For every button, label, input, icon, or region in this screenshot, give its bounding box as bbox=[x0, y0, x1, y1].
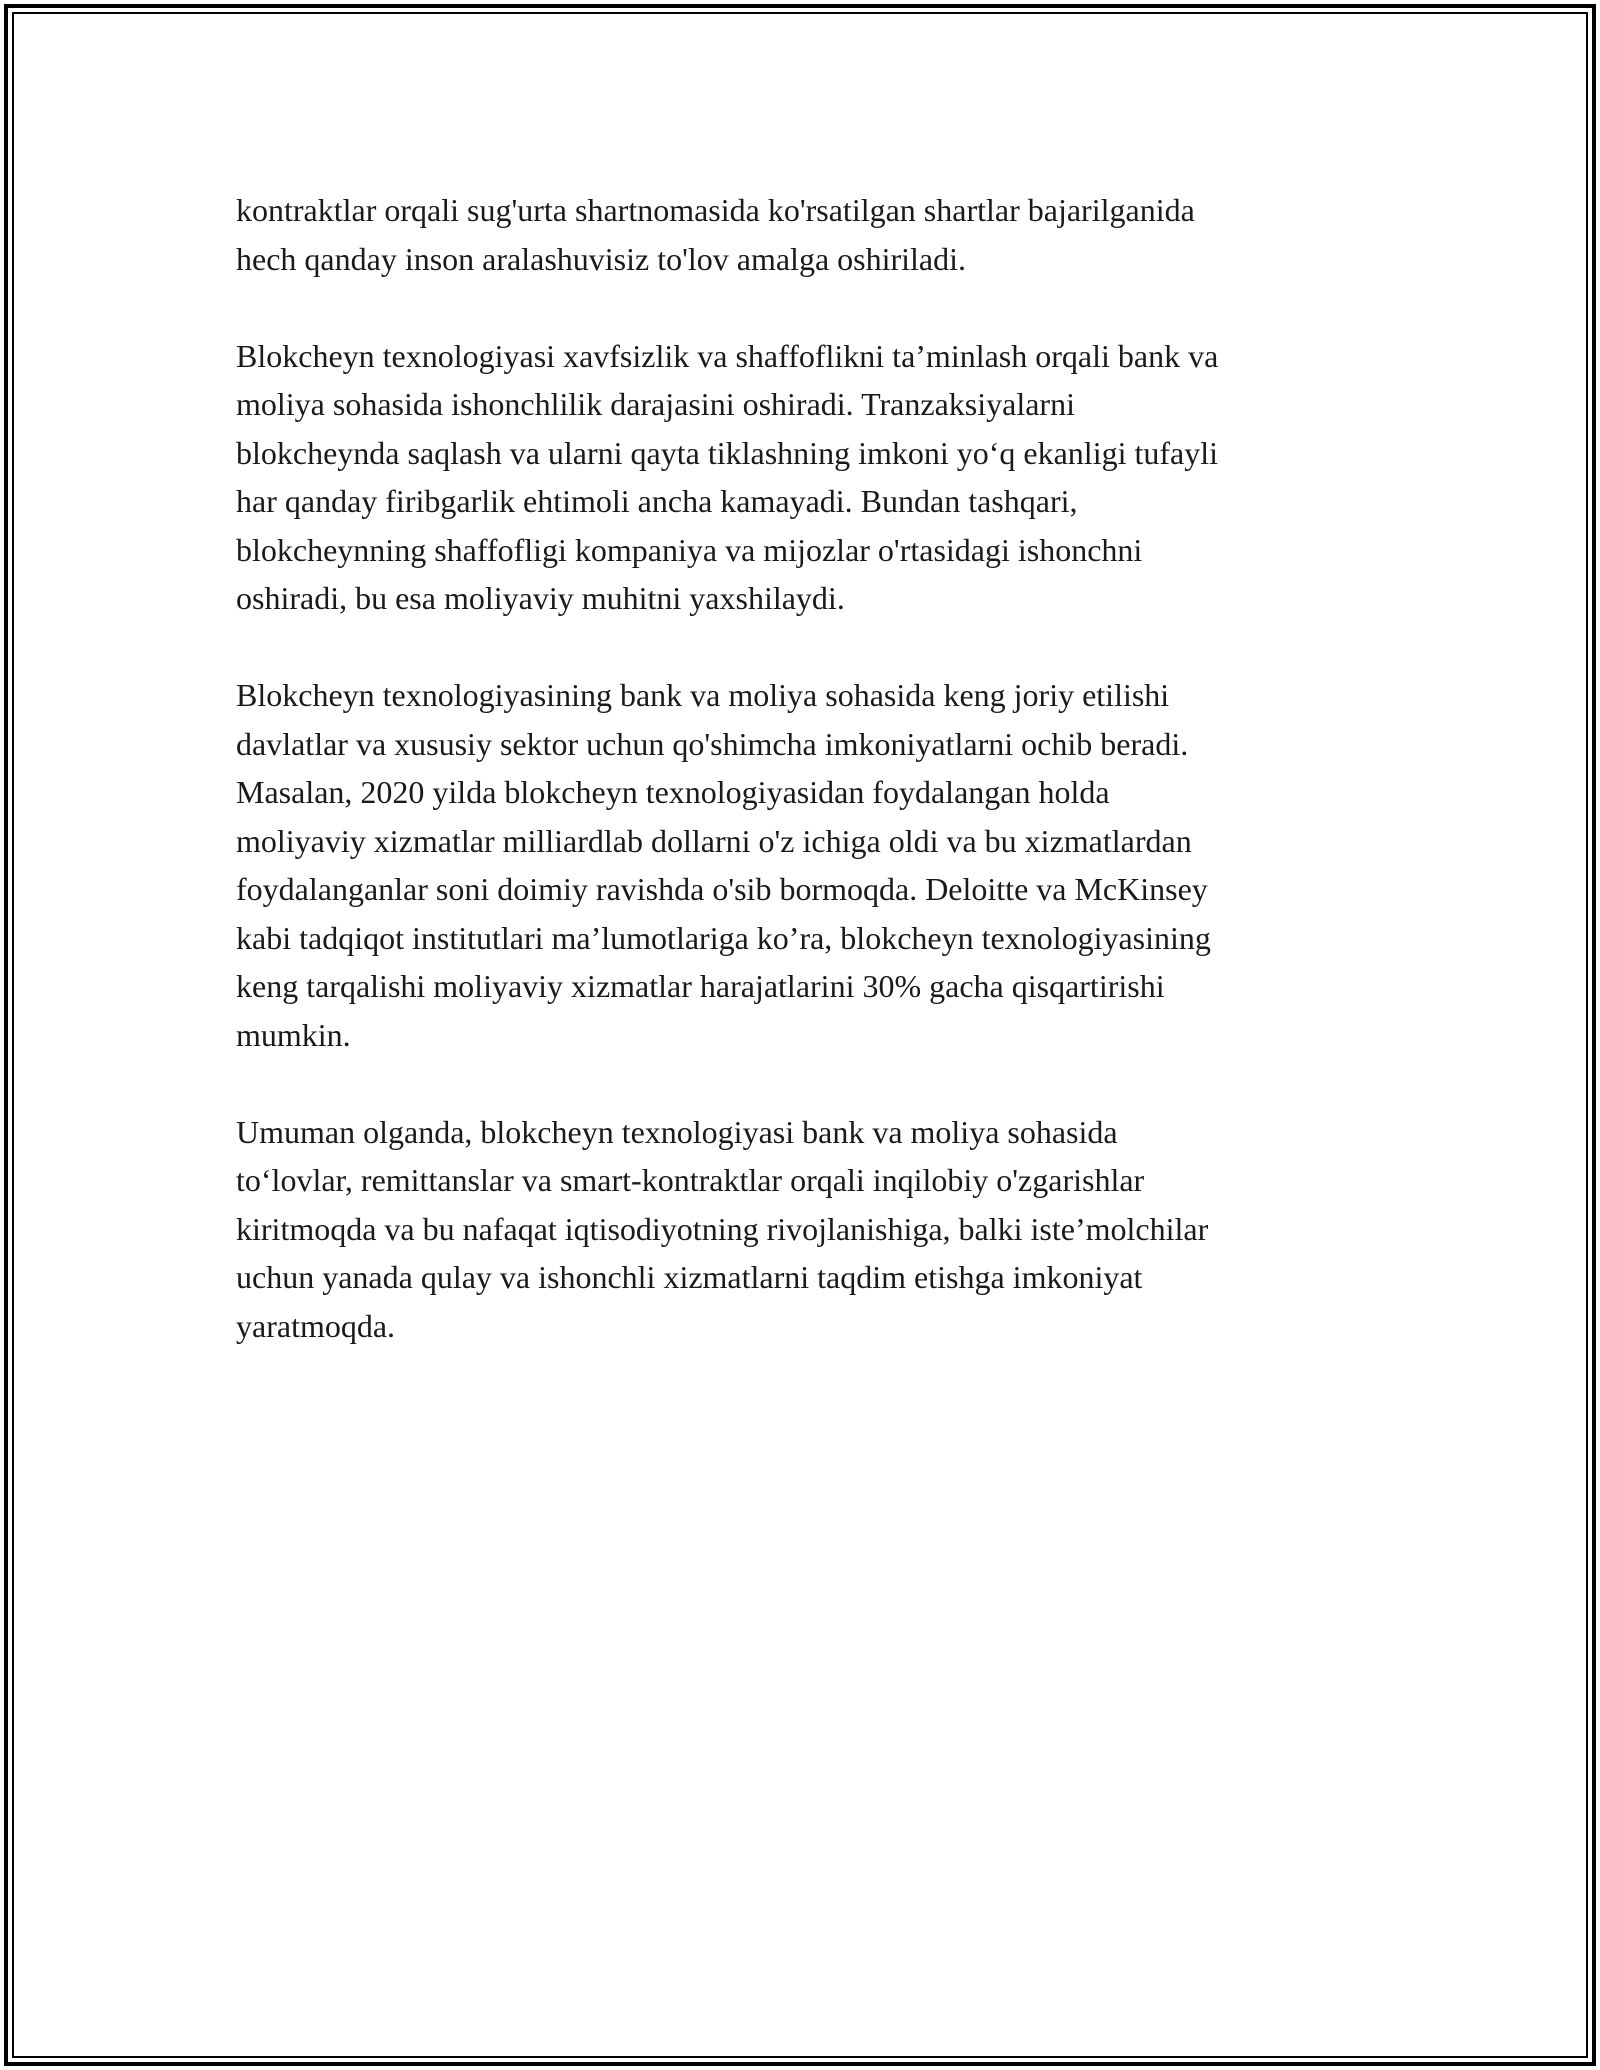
paragraph-3 bbox=[236, 671, 1376, 1059]
text-line: oshiradi, bu esa moliyaviy muhitni yaxshilaydi. bbox=[236, 580, 845, 616]
text-line: Umuman olganda, blokcheyn texnologiyasi bank va moliya sohasida bbox=[236, 1113, 1118, 1150]
text-line: to‘lovlar, remittanslar va smart-kontraktlar orqali inqilobiy o'zgarishlar bbox=[236, 1162, 1145, 1198]
text-line: moliya sohasida ishonchlilik darajasini oshiradi. Tranzaksiyalarni bbox=[236, 386, 1075, 422]
paragraph-1 bbox=[236, 186, 1376, 283]
text-line: yaratmoqda. bbox=[236, 1307, 396, 1344]
text-line: Blokcheyn texnologiyasi xavfsizlik va shaffoflikni ta’minlash orqali bank va bbox=[236, 337, 1219, 374]
text-line: kabi tadqiqot institutlari ma’lumotlariga ko’ra, blokcheyn texnologiyasining bbox=[236, 919, 1211, 956]
text-line: har qanday firibgarlik ehtimoli ancha kamayadi. Bundan tashqari, bbox=[236, 483, 1078, 519]
paragraph-4 bbox=[236, 1108, 1376, 1351]
text-line: Masalan, 2020 yilda blokcheyn texnologiyasidan foydalangan holda bbox=[236, 774, 1110, 810]
document-body bbox=[236, 186, 1376, 1399]
text-line: mumkin. bbox=[236, 1016, 351, 1053]
text-line: blokcheynning shaffofligi kompaniya va mijozlar o'rtasidagi ishonchni bbox=[236, 531, 1143, 568]
text-line: kiritmoqda va bu nafaqat iqtisodiyotning rivojlanishiga, balki iste’molchilar bbox=[236, 1210, 1209, 1247]
paragraph-2 bbox=[236, 332, 1376, 623]
text-line: blokcheynda saqlash va ularni qayta tiklashning imkoni yo‘q ekanligi tufayli bbox=[236, 434, 1218, 471]
text-line: uchun yanada qulay va ishonchli xizmatlarni taqdim etishga imkoniyat bbox=[236, 1259, 1143, 1295]
text-line: kontraktlar orqali sug'urta shartnomasida ko'rsatilgan shartlar bajarilganida bbox=[236, 192, 1195, 228]
text-line: hech qanday inson aralashuvisiz to'lov amalga oshiriladi. bbox=[236, 240, 967, 277]
text-line: moliyaviy xizmatlar milliardlab dollarni o'z ichiga oldi va bu xizmatlardan bbox=[236, 822, 1192, 859]
text-line: Blokcheyn texnologiyasining bank va moliya sohasida keng joriy etilishi bbox=[236, 677, 1170, 713]
text-line: foydalanganlar soni doimiy ravishda o'sib bormoqda. Deloitte va McKinsey bbox=[236, 871, 1208, 907]
text-line: keng tarqalishi moliyaviy xizmatlar harajatlarini 30% gacha qisqartirishi bbox=[236, 968, 1165, 1004]
text-line: davlatlar va xususiy sektor uchun qo'shimcha imkoniyatlarni ochib beradi. bbox=[236, 725, 1189, 762]
